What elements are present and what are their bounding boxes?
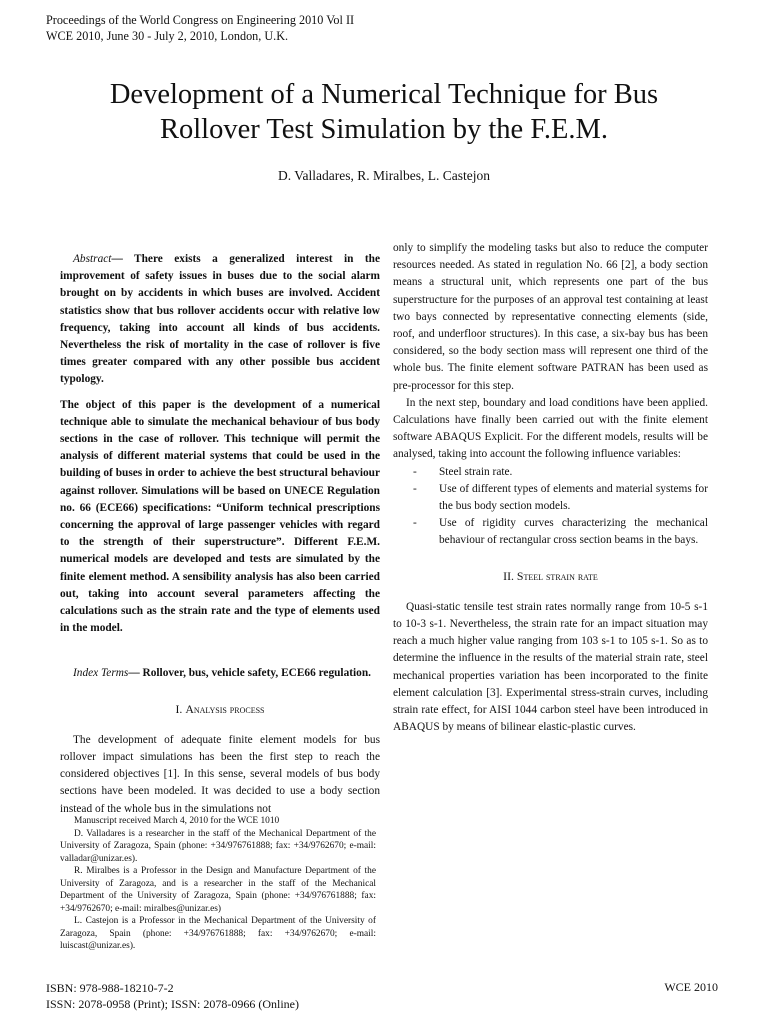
section-1-heading — [60, 701, 380, 718]
section-1-title: Analysis process — [185, 701, 265, 716]
list-item: - Steel strain rate. — [413, 464, 708, 481]
footer-issn: ISSN: 2078-0958 (Print); ISSN: 2078-0966 (Online) — [46, 997, 299, 1011]
right-paragraph-2: In the next step, boundary and load conditions have been applied. Calculations have finally been carried out with the finite element software ABAQUS Explicit. For the different models, results will be analysed, taking into account the following influence variables: — [393, 396, 708, 461]
title-line-1: Development of a Numerical Technique for Bus — [109, 79, 659, 110]
right-paragraph-1: only to simplify the modeling tasks but also to reduce the computer resources needed. As stated in regulation No. 66 [2], a body section means a structural unit, which represents one part of the bus superstructure for the purposes of an approval test containing at least two bays connected by representative connecting elements (side, roof, and underfloor structures). In this case, a six-bay bus has been considered, so the body section mass will represent one third of the whole bus. The finite element software PATRAN has been used as pre-processor for this step. — [393, 242, 708, 392]
index-terms-label: Index Terms — [73, 667, 129, 680]
header-line-2: WCE 2010, June 30 - July 2, 2010, London, U.K. — [46, 29, 289, 43]
paper-title — [0, 77, 768, 147]
footer-identifiers — [46, 980, 299, 1012]
footnote-author-3: L. Castejon is a Professor in the Mechanical Department of the University of Zaragoza, Spain (phone: +34/976761888; fax: +34/9762670; e-mail: luiscast@unizar.es). — [60, 916, 376, 951]
section-2-heading — [393, 568, 708, 585]
abstract-text: There exists a generalized interest in the improvement of safety issues in buses due to the social alarm brought on by accidents in which buses are involved. Accident statistics show that bus rollover accidents occur with relative low frequency, taking into account all kinds of bus accidents. Nevertheless the risk of mortality in the case of rollover is five times greater compared with any other possible bus accident typology. — [60, 253, 380, 386]
footnote-author-1: D. Valladares is a researcher in the staff of the Mechanical Department of the University of Zaragoza, Spain (phone: +34/976761888; fax: +34/9762670; e-mail: valladar@unizar.es). — [60, 828, 376, 864]
footer-isbn: ISBN: 978-988-18210-7-2 — [46, 981, 174, 995]
footer-conference: WCE 2010 — [664, 980, 718, 994]
section-2-number: II. — [503, 568, 514, 583]
right-column — [393, 240, 708, 736]
list-item: - Use of rigidity curves characterizing the mechanical behaviour of rectangular cross section beams in the bays. — [413, 515, 708, 549]
abstract — [60, 251, 380, 389]
section-1-paragraph: The development of adequate finite element models for bus rollover impact simulations has been the first step to reach the considered objectives [1]. In this sense, several models of bus body sections have been modeled. It was decided to use a body section instead of the whole bus in the simulations not — [60, 733, 380, 815]
header-line-1: Proceedings of the World Congress on Engineering 2010 Vol II — [46, 13, 355, 27]
title-line-2: Rollover Test Simulation by the F.E.M. — [159, 114, 609, 145]
section-1-number: I. — [175, 701, 183, 716]
running-header — [46, 12, 354, 44]
index-terms — [60, 665, 380, 682]
abstract-label: Abstract — [73, 253, 112, 265]
list-item: - Use of different types of elements and material systems for the bus body section models. — [413, 481, 708, 515]
influence-variables-list — [393, 464, 708, 550]
section-2-title: Steel strain rate — [516, 568, 598, 583]
index-terms-dash: — — [128, 667, 140, 680]
section-2-paragraph: Quasi-static tensile test strain rates normally range from 10-5 s-1 to 10-3 s-1. Nevertheless, the strain rate for an impact situation may reach a much higher value ranging from 103 s-1 to 105 s-1. So as to determine the influence in the results of the material strain rate, steel mechanical properties variation has been incorporated to the finite element calculation [3]. Experimental stress-strain curves, including strain rate effect, for AISI 1044 carbon steel have been introduced in ABAQUS by means of bilinear elastic-plastic curves. — [393, 600, 708, 734]
left-column — [60, 251, 380, 818]
footnote-author-2: R. Miralbes is a Professor in the Design and Manufacture Department of the University of Zaragoza, and is a researcher in the staff of the Mechanical Department of the University of Zaragoza, Spain (phone: +34/976761888; fax: +34/9762670; e-mail: miralbes@unizar.es) — [60, 866, 376, 914]
author-list: D. Valladares, R. Miralbes, L. Castejon — [278, 168, 490, 183]
index-terms-text: Rollover, bus, vehicle safety, ECE66 regulation. — [139, 667, 371, 680]
footnote-manuscript: Manuscript received March 4, 2010 for the WCE 1010 — [74, 816, 280, 826]
abstract-objective: The object of this paper is the development of a numerical technique able to simulate the mechanical behaviour of bus body sections in the case of rollover. This technique will permit the analysis of different material systems that could be used in the building of buses in order to achieve the best structural behaviour against rollover. Simulations will be based on UNECE Regulation no. 66 (ECE66) specifications: “Uniform technical prescriptions concerning the approval of large passenger vehicles with regard to the strength of their superstructure”. Different F.E.M. numerical models are developed and tests are simulated by the finite element method. A sensibility analysis has also been carried out, taking into account several parameters affecting the calculations such as the strain rate and the type of elements used in the model. — [60, 398, 380, 635]
abstract-dash: — — [111, 253, 123, 265]
footnotes — [60, 815, 376, 953]
